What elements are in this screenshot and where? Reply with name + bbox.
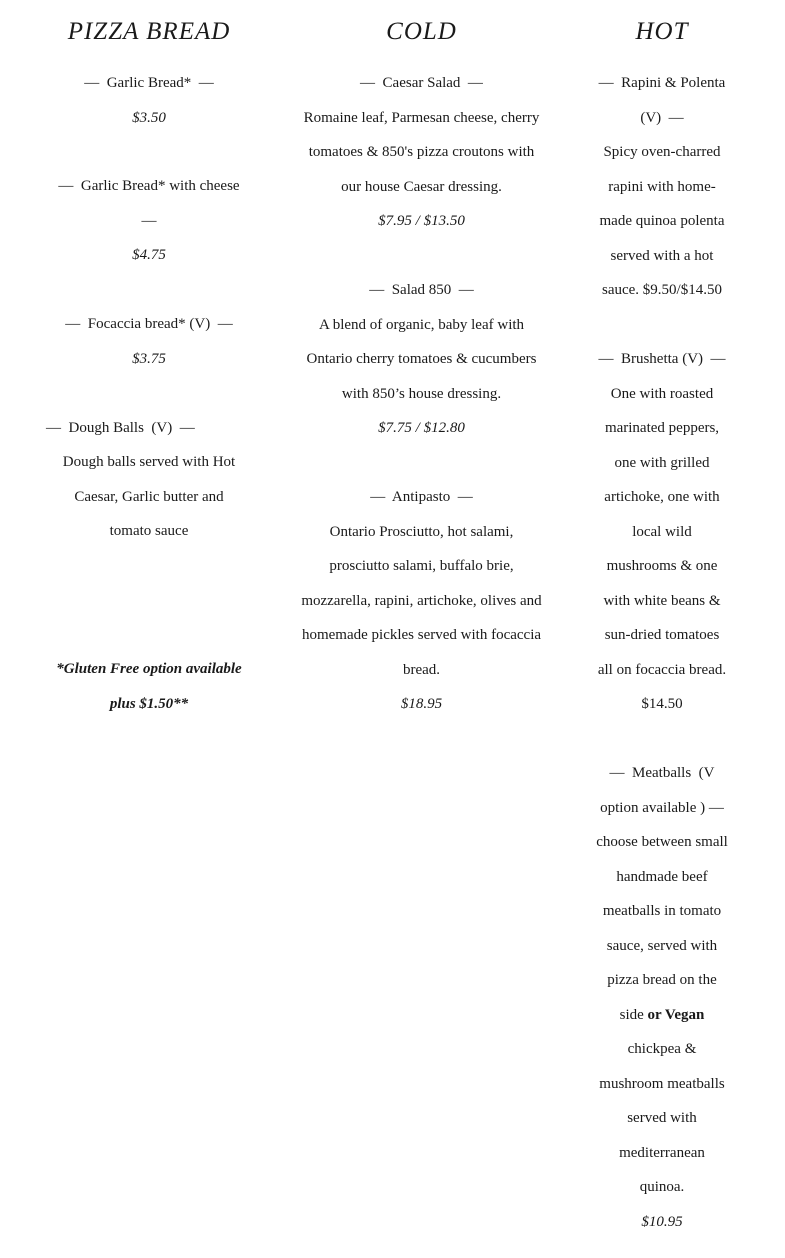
item-desc-line: homemade pickles served with focaccia — [301, 627, 542, 643]
item-desc-line: prosciutto salami, buffalo brie, — [329, 558, 514, 574]
item-desc-line: handmade beef — [616, 868, 708, 885]
item-name: — Focaccia bread* (V) — — [65, 316, 233, 332]
item-desc-line: bread. — [402, 661, 441, 678]
item-desc-line: our house Caesar dressing. — [341, 178, 502, 195]
gluten-free-note — [38, 652, 260, 721]
item-desc-line: with white beans & — [603, 592, 721, 609]
item-name-continued: — — [141, 212, 157, 229]
item-desc-line: A blend of organic, baby leaf with — [318, 316, 525, 333]
menu-item-salad-850 — [284, 273, 559, 446]
item-desc-line: quinoa. — [639, 1179, 685, 1195]
note-line: *Gluten Free option available — [56, 661, 242, 677]
item-desc-line: Ontario Prosciutto, hot salami, — [329, 523, 514, 540]
item-desc-line: Romaine leaf, Parmesan cheese, cherry — [303, 109, 540, 126]
item-desc-line: made quinoa polenta — [599, 213, 725, 229]
item-name: — Caesar Salad — — [360, 75, 483, 91]
item-price: $10.95 — [641, 1213, 683, 1230]
side-prefix: side — [619, 1006, 648, 1023]
menu-item-rapini-polenta — [584, 66, 740, 308]
hot-heading: HOT — [635, 18, 689, 45]
item-desc-line: pizza bread on the — [607, 972, 717, 988]
item-name: — Garlic Bread* — — [84, 75, 214, 91]
menu-item-meatballs — [584, 756, 740, 1239]
item-desc-line: rapini with home- — [608, 178, 716, 195]
item-desc-line-side — [584, 998, 740, 1033]
item-price: $3.75 — [132, 350, 166, 367]
item-desc-line: one with grilled — [614, 454, 710, 471]
item-desc-line: served with a hot — [610, 247, 714, 264]
item-name-continued: option available ) — — [600, 799, 724, 816]
item-name: — Antipasto — — [370, 489, 473, 505]
item-desc-line: artichoke, one with — [604, 489, 720, 505]
item-desc-line: tomato sauce — [109, 523, 189, 539]
item-desc-line: mozzarella, rapini, artichoke, olives and — [301, 592, 542, 609]
item-desc-line: mushrooms & one — [606, 558, 718, 574]
item-desc-line: chickpea & — [627, 1041, 697, 1057]
item-price: $3.50 — [132, 109, 166, 126]
menu-item-focaccia-bread — [38, 307, 260, 376]
item-desc-line: sauce. $9.50/$14.50 — [602, 282, 722, 298]
item-desc-line: tomatoes & 850's pizza croutons with — [308, 144, 535, 160]
dough-balls-description — [38, 445, 260, 549]
item-price: $14.50 — [641, 696, 683, 712]
item-desc-line: mediterranean — [619, 1144, 705, 1161]
item-desc-line: all on focaccia bread. — [597, 661, 727, 678]
item-desc-line: meatballs in tomato — [602, 903, 722, 919]
item-name-continued: (V) — — [640, 109, 684, 126]
item-desc-line: Dough balls served with Hot — [62, 454, 236, 470]
item-desc-line: Spicy oven-charred — [603, 144, 721, 160]
item-price: $7.75 / $12.80 — [378, 420, 465, 436]
item-price: $4.75 — [132, 247, 166, 263]
item-price: $18.95 — [400, 696, 443, 712]
item-desc-line: choose between small — [596, 834, 728, 850]
note-line: plus $1.50** — [109, 695, 189, 712]
item-price: $7.95 / $13.50 — [378, 213, 465, 229]
item-desc-line: One with roasted — [610, 385, 714, 402]
menu-item-caesar-salad — [284, 66, 559, 239]
item-desc-line: sauce, served with — [606, 937, 718, 954]
menu-item-brushetta — [584, 342, 740, 722]
item-name: — Brushetta (V) — — [598, 351, 726, 367]
menu-item-antipasto — [284, 480, 559, 722]
item-name: — Dough Balls (V) — — [46, 420, 195, 436]
item-desc-line: marinated peppers, — [604, 420, 720, 436]
cold-heading: COLD — [386, 18, 457, 45]
item-name: — Garlic Bread* with cheese — [58, 178, 240, 194]
item-desc-line: mushroom meatballs — [599, 1075, 725, 1092]
item-desc-line: Caesar, Garlic butter and — [74, 488, 224, 505]
vegan-option-emphasis: or Vegan — [647, 1006, 705, 1023]
menu-item-garlic-bread-cheese — [38, 169, 260, 273]
menu-item-garlic-bread — [38, 66, 260, 135]
item-name: — Salad 850 — — [369, 282, 474, 298]
pizza-bread-heading: PIZZA BREAD — [67, 18, 231, 45]
item-desc-line: local wild — [632, 523, 692, 540]
item-desc-line: served with — [627, 1110, 697, 1126]
item-name: — Rapini & Polenta — [598, 75, 726, 91]
menu-item-dough-balls — [24, 411, 246, 446]
item-desc-line: sun-dried tomatoes — [604, 627, 720, 643]
item-name: — Meatballs (V — [609, 765, 715, 781]
item-desc-line: with 850’s house dressing. — [341, 385, 502, 402]
item-desc-line: Ontario cherry tomatoes & cucumbers — [306, 351, 537, 367]
